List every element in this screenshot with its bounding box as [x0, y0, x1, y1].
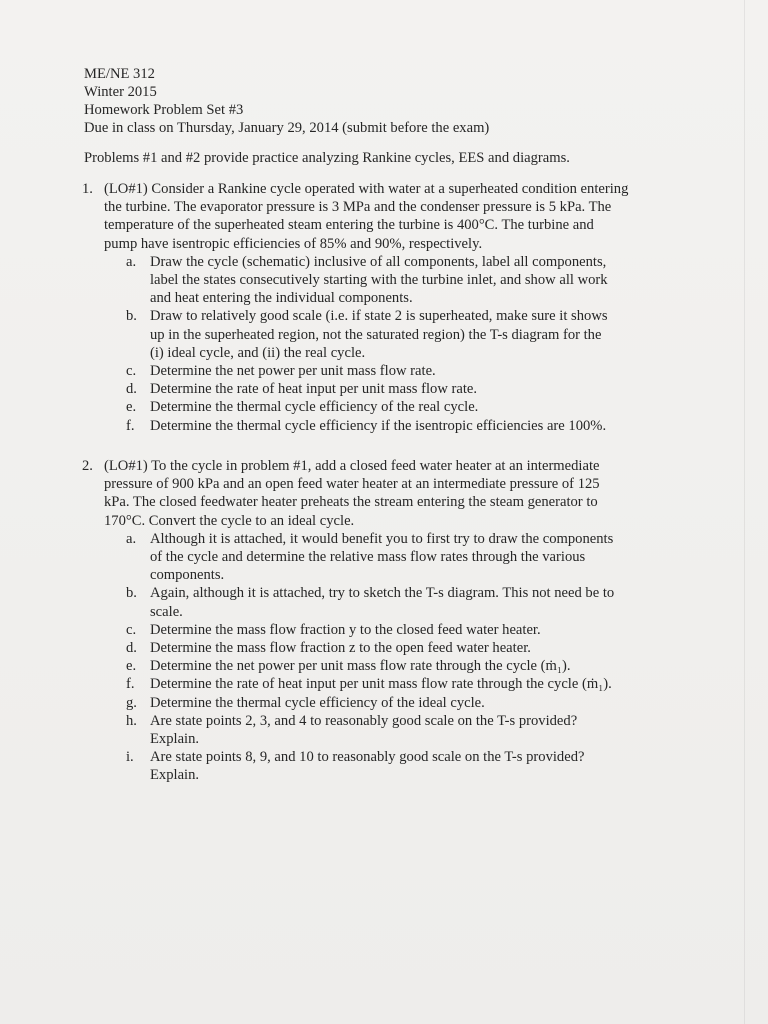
part-g [126, 694, 722, 712]
problem-1 [82, 180, 722, 435]
statement-line: pump have isentropic efficiencies of 85% and 90%, respectively. [104, 235, 483, 252]
part-line: and heat entering the individual components. [150, 290, 413, 307]
course-code: ME/NE 312 [84, 66, 155, 82]
part-h [126, 712, 722, 748]
problem-statement [104, 180, 722, 253]
part-letter: d. [126, 640, 137, 657]
part-line: Again, although it is attached, try to sketch the T-s diagram. This not need be to [150, 585, 615, 602]
part-line: Draw the cycle (schematic) inclusive of all components, label all components, [150, 253, 607, 270]
part-letter: f. [126, 417, 135, 434]
statement-line: temperature of the superheated steam entering the turbine is 400°C. The turbine and [104, 217, 594, 234]
statement-line: kPa. The closed feedwater heater preheats the stream entering the steam generator to [104, 494, 598, 511]
part-letter: d. [126, 381, 137, 398]
page-fold-line [744, 0, 745, 1024]
due-date: Due in class on Thursday, January 29, 2014 (submit before the exam) [84, 120, 490, 136]
document-header [84, 65, 489, 137]
part-letter: c. [126, 363, 137, 380]
part-line: Explain. [150, 767, 200, 784]
part-line: Are state points 2, 3, and 4 to reasonably good scale on the T-s provided? [150, 712, 578, 729]
problem-2 [82, 457, 722, 785]
part-e [126, 657, 722, 675]
part-a [126, 253, 722, 308]
part-line: Determine the rate of heat input per unit mass flow rate through the cycle (ṁ₁). [150, 676, 612, 693]
problem-statement [104, 457, 722, 530]
part-letter: b. [126, 585, 137, 602]
part-line: Although it is attached, it would benefit you to first try to draw the components [150, 530, 614, 547]
part-line: Determine the net power per unit mass flow rate through the cycle (ṁ₁). [150, 658, 571, 675]
part-letter: e. [126, 658, 137, 675]
part-line: Determine the thermal cycle efficiency of the ideal cycle. [150, 694, 485, 711]
part-letter: b. [126, 308, 137, 325]
part-line: Are state points 8, 9, and 10 to reasonably good scale on the T-s provided? [150, 749, 585, 766]
part-line: Draw to relatively good scale (i.e. if state 2 is superheated, make sure it shows [150, 308, 608, 325]
part-line: of the cycle and determine the relative mass flow rates through the various [150, 549, 586, 566]
part-letter: a. [126, 530, 137, 547]
problem-number: 2. [82, 458, 93, 474]
part-a [126, 530, 722, 585]
part-letter: h. [126, 712, 137, 729]
part-b [126, 584, 722, 620]
part-letter: i. [126, 749, 134, 766]
part-line: Determine the mass flow fraction y to the closed feed water heater. [150, 621, 541, 638]
part-line: components. [150, 567, 225, 584]
problem-number: 1. [82, 181, 93, 197]
part-line: Determine the thermal cycle efficiency if the isentropic efficiencies are 100%. [150, 417, 607, 434]
problem-parts [82, 253, 722, 435]
term: Winter 2015 [84, 84, 157, 100]
part-line: up in the superheated region, not the saturated region) the T-s diagram for the [150, 326, 602, 343]
statement-line: the turbine. The evaporator pressure is 3 MPa and the condenser pressure is 5 kPa. The [104, 199, 612, 216]
part-letter: f. [126, 676, 135, 693]
statement-line: pressure of 900 kPa and an open feed water heater at an intermediate pressure of 125 [104, 476, 600, 493]
part-line: Determine the net power per unit mass flow rate. [150, 363, 436, 380]
part-line: Determine the thermal cycle efficiency of the real cycle. [150, 399, 479, 416]
part-b [126, 307, 722, 362]
statement-line: (LO#1) To the cycle in problem #1, add a closed feed water heater at an intermediate [104, 458, 600, 474]
part-e [126, 398, 722, 416]
part-line: (i) ideal cycle, and (ii) the real cycle. [150, 344, 366, 361]
statement-line: (LO#1) Consider a Rankine cycle operated with water at a superheated condition entering [104, 181, 629, 197]
part-line: Determine the rate of heat input per unit mass flow rate. [150, 381, 478, 398]
part-line: scale. [150, 603, 183, 620]
part-c [126, 362, 722, 380]
part-letter: c. [126, 621, 137, 638]
part-line: Determine the mass flow fraction z to the open feed water heater. [150, 640, 531, 657]
part-d [126, 380, 722, 398]
part-c [126, 621, 722, 639]
part-line: label the states consecutively starting with the turbine inlet, and show all work [150, 272, 608, 289]
part-f [126, 417, 722, 435]
part-line: Explain. [150, 731, 200, 748]
part-letter: e. [126, 399, 137, 416]
statement-line: 170°C. Convert the cycle to an ideal cycle. [104, 512, 355, 529]
intro-text: Problems #1 and #2 provide practice analyzing Rankine cycles, EES and diagrams. [84, 150, 570, 166]
part-f [126, 675, 722, 693]
part-letter: a. [126, 253, 137, 270]
part-letter: g. [126, 694, 137, 711]
document-title: Homework Problem Set #3 [84, 102, 244, 118]
part-d [126, 639, 722, 657]
problem-parts [82, 530, 722, 785]
part-i [126, 748, 722, 784]
